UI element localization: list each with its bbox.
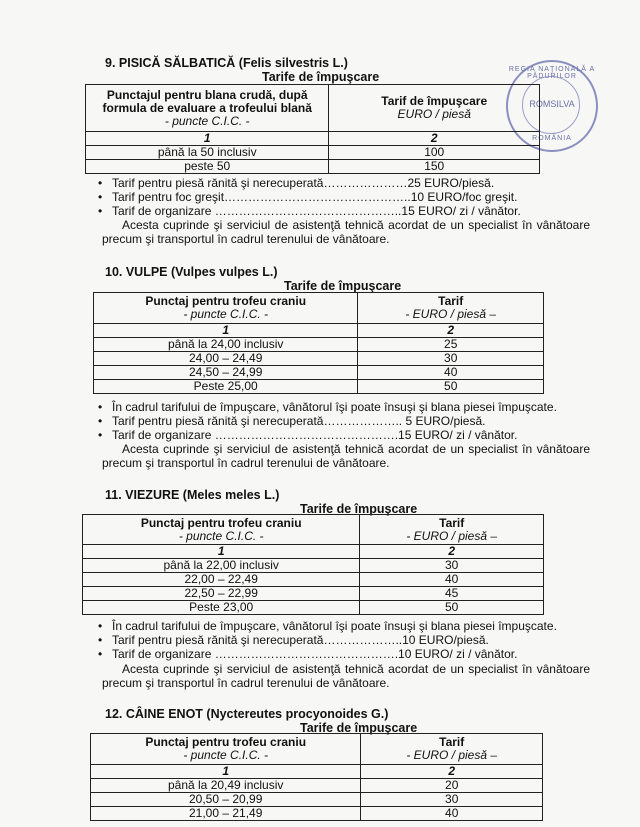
table-row	[94, 380, 544, 394]
header-label: Punctaj pentru trofeu craniu	[145, 735, 307, 749]
stamp-center-text: ROMSILVA	[529, 99, 575, 109]
tariff-cell: 100	[329, 146, 540, 160]
score-range-cell: 21,00 – 21,49	[91, 807, 361, 821]
table-header-score	[94, 293, 358, 324]
stamp-bottom-text: ROMÂNIA	[532, 135, 572, 142]
note-item: • Tarif pentru foc greşit………………………………………..10 EURO/foc greşit.	[98, 190, 598, 204]
note-item: • În cadrul tarifului de împuşcare, vânătorul îşi poate însuşi şi blana piesei împuşcate.	[98, 619, 598, 633]
score-range-cell: 24,00 – 24,49	[94, 352, 358, 366]
table-row	[86, 146, 540, 160]
table-row	[86, 160, 540, 174]
header-label: Tarif	[439, 515, 465, 530]
section-subtitle-tarife: Tarife de împuşcare	[300, 502, 418, 516]
score-range-cell: peste 50	[86, 160, 329, 174]
header-sublabel: - puncte C.I.C. -	[183, 307, 269, 321]
table-row	[94, 366, 544, 380]
score-range-cell: 20,50 – 20,99	[91, 793, 361, 807]
score-range-cell: Peste 25,00	[94, 380, 358, 394]
section-title-vulpe: 10. VULPE (Vulpes vulpes L.)	[105, 265, 278, 279]
header-sublabel: - puncte C.I.C. -	[183, 748, 269, 762]
note-paragraph: Acesta cuprinde şi serviciul de asistenţă tehnică acordat de un specialist în vânătoare precum şi transportul în cadrul terenului de vânătoare.	[102, 442, 590, 470]
note-item: • Tarif pentru piesă rănită şi nerecuperată……………….. 5 EURO/piesă.	[98, 414, 598, 428]
tariff-cell: 50	[358, 380, 544, 394]
tariff-cell: 40	[358, 366, 544, 380]
score-range-cell: până la 22,00 inclusiv	[83, 559, 360, 573]
header-sublabel: - EURO / piesă –	[405, 307, 497, 321]
header-sublabel: - EURO / piesă –	[406, 528, 498, 543]
tariff-cell: 150	[329, 160, 540, 174]
column-index: 2	[329, 132, 540, 146]
header-sublabel: - EURO / piesă –	[406, 748, 498, 762]
tariff-cell: 40	[361, 807, 543, 821]
notes-list	[98, 176, 598, 218]
note-item: • Tarif de organizare ………………………………………..15 EURO/ zi / vânător.	[98, 204, 598, 218]
section-title-viezure: 11. VIEZURE (Meles meles L.)	[105, 488, 280, 502]
table-header-score	[86, 85, 329, 132]
note-item: • Tarif de organizare ……………………………………….15 EURO/ zi / vânător.	[98, 428, 598, 442]
table-header-tariff	[361, 734, 543, 765]
header-sublabel: EURO / piesă	[397, 107, 471, 121]
score-range-cell: Peste 23,00	[83, 601, 360, 615]
note-paragraph: Acesta cuprinde şi serviciul de asistenţă tehnică acordat de un specialist în vânătoare precum şi transportul în cadrul terenului de vânătoare.	[102, 662, 590, 690]
section-subtitle-tarife: Tarife de împuşcare	[262, 70, 380, 84]
table-row	[91, 793, 543, 807]
score-range-cell: până la 50 inclusiv	[86, 146, 329, 160]
header-sublabel: - puncte C.I.C. -	[178, 528, 264, 543]
tariff-table-viezure	[82, 514, 544, 615]
table-row	[91, 779, 543, 793]
tariff-cell: 50	[360, 601, 544, 615]
table-row	[91, 807, 543, 821]
table-row	[83, 573, 544, 587]
table-header-score	[83, 515, 360, 545]
header-label: Punctajul pentru blana crudă, după formula de evaluare a trofeului blană	[102, 87, 312, 115]
tariff-cell: 40	[360, 573, 544, 587]
tariff-cell: 25	[358, 338, 544, 352]
notes-list	[98, 619, 598, 661]
note-item: • Tarif pentru piesă rănită şi nerecuperată………………..10 EURO/piesă.	[98, 633, 598, 647]
table-row	[83, 559, 544, 573]
header-sublabel: - puncte C.I.C. -	[164, 113, 250, 128]
tariff-cell: 30	[358, 352, 544, 366]
section-title-pisica: 9. PISICĂ SĂLBATICĂ (Felis silvestris L.)	[105, 56, 348, 70]
section-subtitle-tarife: Tarife de împuşcare	[284, 279, 402, 293]
table-header-tariff	[329, 85, 540, 132]
table-row	[83, 601, 544, 615]
tariff-cell: 45	[360, 587, 544, 601]
tariff-table-pisica	[85, 84, 540, 174]
header-label: Punctaj pentru trofeu craniu	[145, 294, 307, 308]
note-item: • Tarif pentru piesă rănită şi nerecuperată…………………25 EURO/piesă.	[98, 176, 598, 190]
tariff-cell: 30	[360, 559, 544, 573]
header-label: Punctaj pentru trofeu craniu	[140, 515, 302, 530]
table-header-score	[91, 734, 361, 765]
table-row	[94, 352, 544, 366]
tariff-cell: 30	[361, 793, 543, 807]
score-range-cell: 24,50 – 24,99	[94, 366, 358, 380]
note-item: • Tarif de organizare ……………………………………….10 EURO/ zi / vânător.	[98, 647, 598, 661]
column-index: 2	[358, 324, 544, 338]
tariff-cell: 20	[361, 779, 543, 793]
table-header-tariff	[360, 515, 544, 545]
score-range-cell: până la 24,00 inclusiv	[94, 338, 358, 352]
column-index: 1	[83, 545, 360, 559]
notes-list	[98, 400, 598, 442]
table-header-tariff	[358, 293, 544, 324]
section-subtitle-tarife: Tarife de împuşcare	[300, 721, 418, 735]
column-index: 1	[91, 765, 361, 779]
table-row	[94, 338, 544, 352]
tariff-table-caine-enot	[90, 733, 543, 821]
note-paragraph: Acesta cuprinde şi serviciul de asistenţă tehnică acordat de un specialist în vânătoare precum şi transportul în cadrul terenului de vânătoare.	[102, 218, 590, 246]
score-range-cell: 22,00 – 22,49	[83, 573, 360, 587]
section-title-caine-enot: 12. CÂINE ENOT (Nyctereutes procyonoides G.)	[105, 707, 389, 721]
table-row	[83, 587, 544, 601]
column-index: 2	[360, 545, 544, 559]
note-item: • În cadrul tarifului de împuşcare, vânătorul îşi poate însuşi şi blana piesei împuşcate.	[98, 400, 598, 414]
header-label: Tarif de împuşcare	[381, 94, 488, 108]
column-index: 1	[86, 132, 329, 146]
score-range-cell: până la 20,49 inclusiv	[91, 779, 361, 793]
header-label: Tarif	[439, 735, 465, 749]
stamp-top-text: REGIA NAŢIONALĂ A PĂDURILOR	[508, 66, 596, 80]
column-index: 1	[94, 324, 358, 338]
header-label: Tarif	[438, 294, 464, 308]
tariff-table-vulpe	[93, 292, 544, 394]
column-index: 2	[361, 765, 543, 779]
score-range-cell: 22,50 – 22,99	[83, 587, 360, 601]
